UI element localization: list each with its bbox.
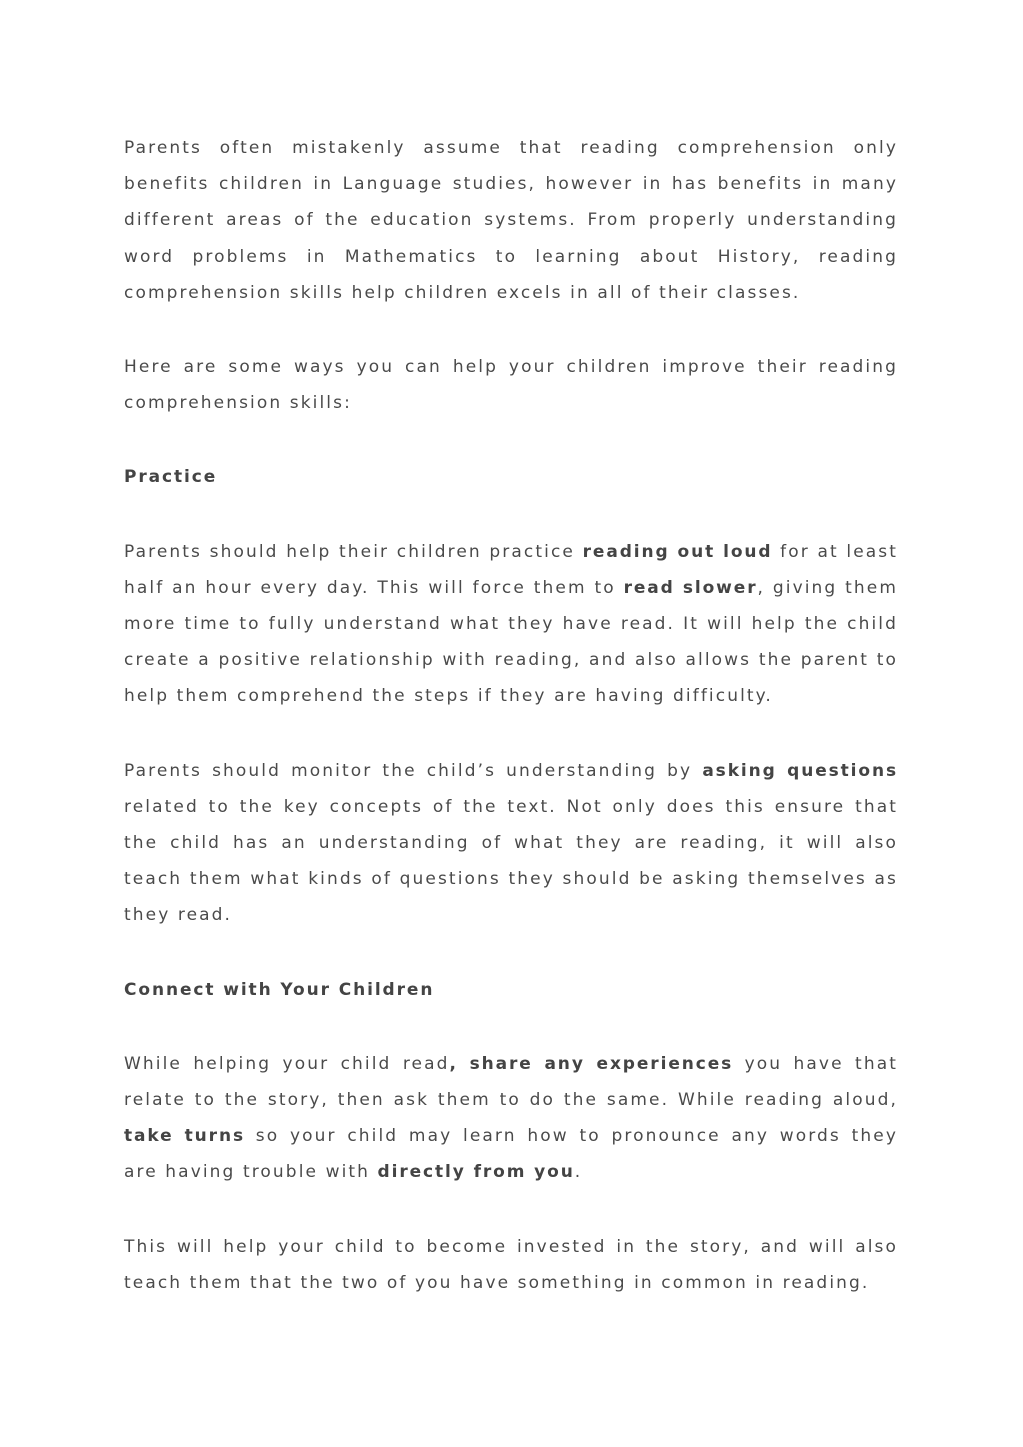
text-run: . [574,1162,583,1183]
intro-paragraph [124,130,898,311]
connect-paragraph-2 [124,1229,898,1301]
text-run: so your child may learn how to pronounce any words they are having trouble with [124,1126,899,1183]
text-run: While helping your child read [124,1053,450,1074]
text-run: , giving them more time to fully understand what they have read. It will help the child create a positive relationship with reading, and also allows the parent to help them comprehend the steps if they are having difficulty. [124,577,899,707]
text-run: Parents should help their children practice [124,541,583,562]
text-run: you have that relate to the story, then ask them to do the same. While reading aloud, [124,1053,898,1111]
section-heading-connect: Connect with Your Children [124,979,435,1000]
emphasis-text: read slower [623,577,758,598]
ways-intro-paragraph [124,349,898,421]
ways-intro-text: Here are some ways you can help your children improve their reading comprehension skills: [124,357,898,414]
emphasis-text: take turns [124,1126,245,1147]
practice-paragraph-2 [124,753,898,934]
intro-text: Parents often mistakenly assume that reading comprehension only benefits children in Language studies, however in has benefits in many different areas of the education systems. From properly understanding word problems in Mathematics to learning about History, reading comprehension skills help children excels in all of their classes. [124,138,898,303]
text-run: related to the key concepts of the text. Not only does this ensure that the child has an understanding of what they are reading, it will also teach them what kinds of questions they should be asking themselves as they read. [124,796,898,926]
emphasis-text: reading out loud [582,541,773,562]
emphasis-text: directly from you [377,1162,575,1183]
connect-paragraph-1 [124,1046,898,1191]
emphasis-text: , share any experiences [449,1053,734,1074]
text-run: This will help your child to become invested in the story, and will also teach them that the two of you have something in common in reading. [124,1236,898,1293]
text-run: for at least half an hour every day. This will force them to [124,541,899,598]
practice-paragraph-1 [124,534,898,715]
document-page [124,130,898,1339]
section-heading-practice: Practice [124,467,218,488]
text-run: Parents should monitor the child’s understanding by [124,760,703,781]
emphasis-text: asking questions [702,760,899,781]
